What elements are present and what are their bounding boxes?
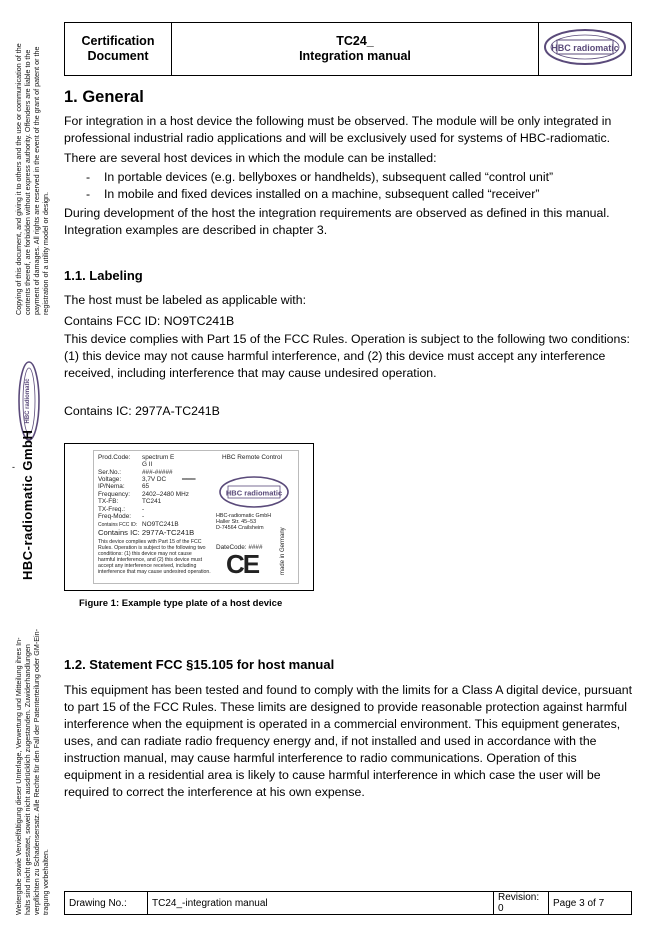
plate-statement	[98, 539, 211, 575]
plate-value: ###-#####	[142, 469, 173, 476]
plate-brand-header: HBC Remote Control	[222, 454, 283, 461]
copyright-line: Weitergabe sowie Vervielfältigung dieser Unterlage, Verwertung und Mitteilung ihres In-	[14, 637, 23, 915]
plate-value: G II	[142, 461, 153, 468]
section-heading-fcc-statement: 1.2. Statement FCC §15.105 for host manual	[64, 657, 335, 672]
plate-logo-text: HBC radiomatic	[225, 488, 283, 498]
footer-drawing-value: TC24_-integration manual	[148, 892, 494, 915]
address-line: HBC-radiomatic GmbH	[216, 513, 272, 519]
title-line: Integration manual	[299, 49, 411, 63]
footer-revision: Revision: 0	[494, 892, 549, 915]
bullet-mark: -	[86, 170, 91, 184]
statement-line: conditions: (1) this device may not cause	[98, 551, 192, 557]
plate-label: Ser.No.:	[98, 469, 122, 476]
paragraph: This device complies with Part 15 of the FCC Rules. Operation is subject to the following two conditions: (1) this device may not cause harmful interference, and (2) this device must accept any interference received, including interference that may cause undesired operation.	[64, 332, 630, 380]
title-line: TC24_	[336, 34, 374, 48]
bullet-item	[86, 186, 539, 203]
plate-logo	[218, 475, 290, 509]
address-line: Haller Str. 45–53	[216, 519, 257, 525]
type-plate-figure	[64, 443, 314, 591]
ce-mark-icon: CE	[226, 549, 259, 579]
hbc-logo	[543, 27, 627, 67]
plate-label: TX-FB:	[98, 498, 119, 505]
plate-label: Prod.Code:	[98, 454, 131, 461]
copyright-line: halts sind nicht gestattet, soweit nicht ausdrücklich zugestanden. Zuwiderhandlungen	[23, 644, 32, 915]
statement-line: accept any interference received, including	[98, 563, 197, 569]
section-heading-general: 1. General	[64, 88, 144, 106]
plate-label: Freq-Mode:	[98, 513, 132, 520]
statement-line: interference that may cause undesired operation.	[98, 569, 211, 575]
footer-page: Page 3 of 7	[549, 892, 632, 915]
copyright-line: verpflichten zu Schadensersatz. Alle Rechte für den Fall der Patenterteilung oder GM-Ein-	[32, 628, 41, 915]
copyright-line: tragung vorbehalten.	[41, 849, 50, 915]
copyright-line: contents thereof, are forbidden without express authority. Offenders are liable to the	[23, 49, 32, 315]
bullet-text: In portable devices (e.g. bellyboxes or handhelds), subsequent called “control unit”	[104, 170, 554, 184]
header-logo	[539, 23, 632, 76]
plate-value: TC241	[142, 498, 162, 505]
logo-text: HBC radiomatic	[551, 43, 619, 53]
paragraph: There are several host devices in which the module can be installed:	[64, 151, 437, 165]
paragraph: Contains FCC ID: NO9TC241B	[64, 314, 235, 328]
address-line: D-74564 Crailsheim	[216, 525, 264, 531]
plate-datecode: DateCode: ####	[216, 544, 263, 551]
copyright-line: Copying of this document, and giving it to others and the use or communication of the	[14, 43, 23, 315]
bullet-text: In mobile and fixed devices installed on a machine, subsequent called “receiver”	[104, 187, 540, 201]
copyright-line: registration of a utility model or design.	[41, 191, 50, 315]
paragraph: During development of the host the integration requirements are observed as defined in this manual. Integration examples are described in chapter 3.	[64, 206, 610, 237]
paragraph: The host must be labeled as applicable with:	[64, 293, 306, 307]
doc-type-line: Document	[87, 49, 149, 63]
plate-value: spectrum E	[142, 454, 175, 461]
plate-value: NO9TC241B	[142, 521, 179, 528]
sidebar-logo-text: HBC radiomatic	[25, 378, 31, 424]
plate-label: IP/Nema:	[98, 483, 125, 490]
copyright-line: payment of damages. All rights are reserved in the event of the grant of patent or the	[32, 46, 41, 315]
paragraph: This equipment has been tested and found to comply with the limits for a Class A digital device, pursuant to part 15 of the FCC Rules. These limits are designed to provide reasonable protection against harmful interference when the equipment is operated in a commercial environment. This equipment generates, uses, and can radiate radio frequency energy and, if not installed and used in accordance with the instruction manual, may cause harmful interference to radio communications. Operation of this equipment in a residential area is likely to cause harmful interference in which case the user will be required to correct the interference at his own expense.	[64, 683, 633, 799]
statement-line: harmful interference, and (2) this device must	[98, 557, 203, 563]
statement-line: Rules. Operation is subject to the following two	[98, 545, 206, 551]
sidebar-copyright-de	[14, 629, 50, 915]
sidebar-mark: -	[12, 462, 15, 472]
bullet-item	[86, 169, 553, 186]
dc-symbol: ═══	[182, 476, 196, 483]
plate-value: 3,7V DC	[142, 476, 167, 483]
footer-drawing-label: Drawing No.:	[65, 892, 148, 915]
document-footer	[64, 891, 632, 915]
plate-made-in: made in Germany	[280, 527, 286, 575]
section-heading-labeling: 1.1. Labeling	[64, 268, 143, 283]
paragraph: Contains IC: 2977A-TC241B	[64, 404, 220, 418]
plate-address	[216, 513, 271, 531]
plate-label: TX-Freq.:	[98, 506, 125, 513]
bullet-mark: -	[86, 187, 91, 201]
plate-value: 2402–2480 MHz	[142, 491, 189, 498]
plate-value: -	[142, 513, 145, 520]
sidebar-company: HBC-radiomatic GmbH	[20, 429, 35, 580]
plate-label: Frequency:	[98, 491, 130, 498]
statement-line: This device complies with Part 15 of the FCC	[98, 539, 202, 545]
plate-label: Contains FCC ID:	[98, 522, 138, 528]
plate-label: Voltage:	[98, 476, 122, 483]
plate-ic: Contains IC: 2977A-TC241B	[98, 528, 195, 537]
doc-type-line: Certification	[81, 34, 155, 48]
paragraph: For integration in a host device the following must be observed. The module will be only integrated in professional industrial radio applications and will be exclusively used for systems of HBC-radiomatic.	[64, 114, 612, 145]
sidebar-copyright-en	[14, 43, 50, 315]
plate-value: 65	[142, 483, 150, 490]
type-plate	[93, 450, 299, 584]
figure-caption: Figure 1: Example type plate of a host device	[79, 598, 283, 609]
header-title	[172, 23, 539, 76]
header-doc-type	[65, 23, 172, 76]
plate-value: -	[142, 506, 145, 513]
document-header	[64, 22, 632, 76]
